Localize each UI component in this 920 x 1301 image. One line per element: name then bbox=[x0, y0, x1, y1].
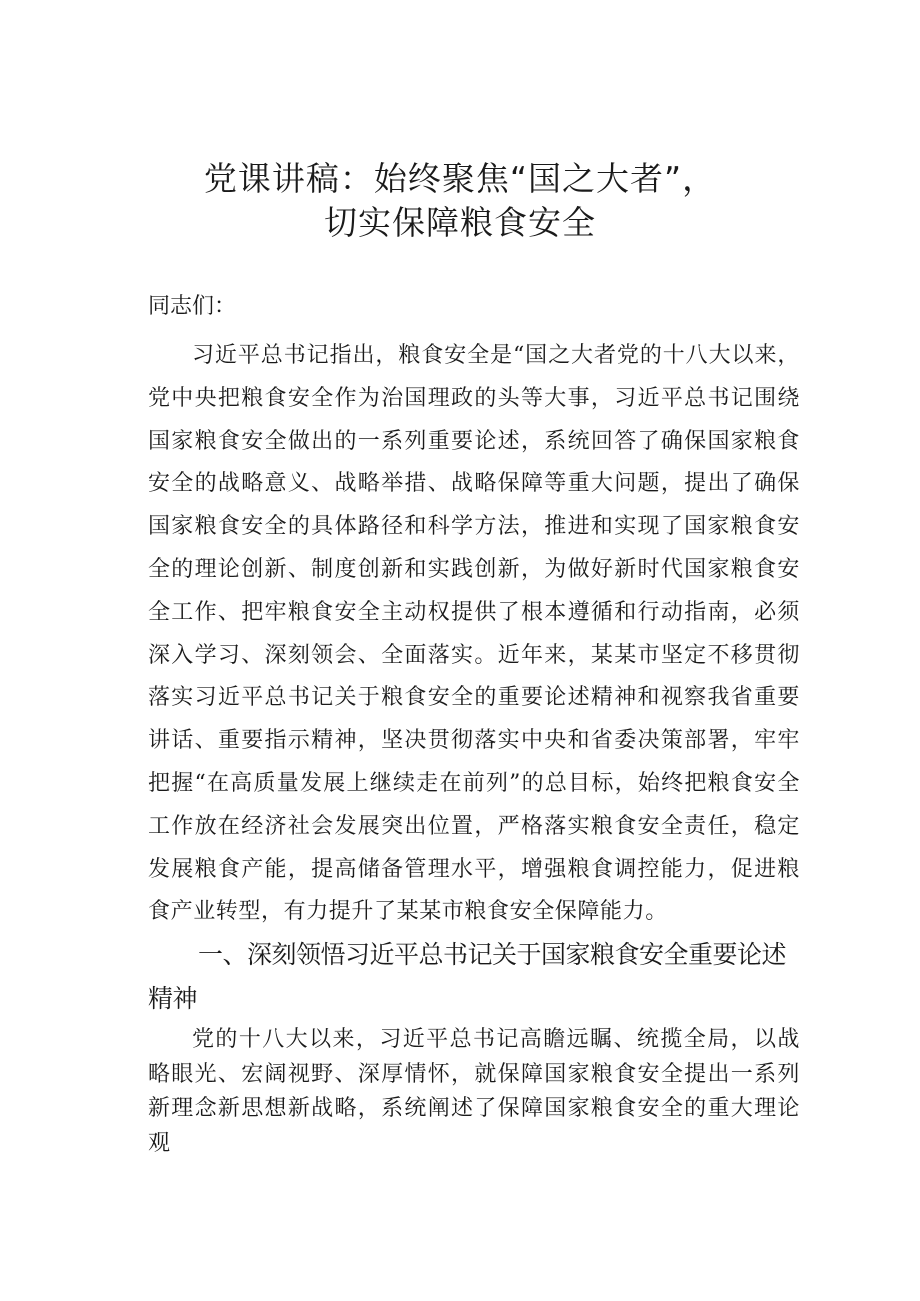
body-paragraph-2: 党的十八大以来，习近平总书记高瞻远瞩、统揽全局，以战略眼光、宏阔视野、深厚情怀，就保障国家粮食安全提出一系列新理念新思想新战略，系统阐述了保障国家粮食安全的重大理论观 bbox=[148, 1027, 800, 1156]
section-heading-1: 一、深刻领悟习近平总书记关于国家粮食安全重要论述精神 bbox=[148, 940, 787, 1013]
salutation: 同志们： bbox=[148, 294, 237, 319]
body-paragraph-1: 习近平总书记指出，粮食安全是“国之大者党的十八大以来，党中央把粮食安全作为治国理政的头等大事，习近平总书记围绕国家粮食安全做出的一系列重要论述，系统回答了确保国家粮食安全的战略意义、战略举措、战略保障等重大问题，提出了确保国家粮食安全的具体路径和科学方法，推进和实现了国家粮食安全的理论创新、制度创新和实践创新，为做好新时代国家粮食安全工作、把牢粮食安全主动权提供了根本遵循和行动指南，必须深入学习、深刻领会、全面落实。近年来，某某市坚定不移贯彻落实习近平总书记关于粮食安全的重要论述精神和视察我省重要讲话、重要指示精神，坚决贯彻落实中央和省委决策部署，牢牢把握“在高质量发展上继续走在前列”的总目标，始终把粮食安全工作放在经济社会发展突出位置，严格落实粮食安全责任，稳定发展粮食产能，提高储备管理水平，增强粮食调控能力，促进粮食产业转型，有力提升了某某市粮食安全保障能力。 bbox=[148, 343, 800, 925]
document-title-line-2: 切实保障粮食安全 bbox=[324, 203, 596, 242]
document-title-line-1: 党课讲稿：始终聚焦“国之大者”， bbox=[203, 159, 717, 198]
